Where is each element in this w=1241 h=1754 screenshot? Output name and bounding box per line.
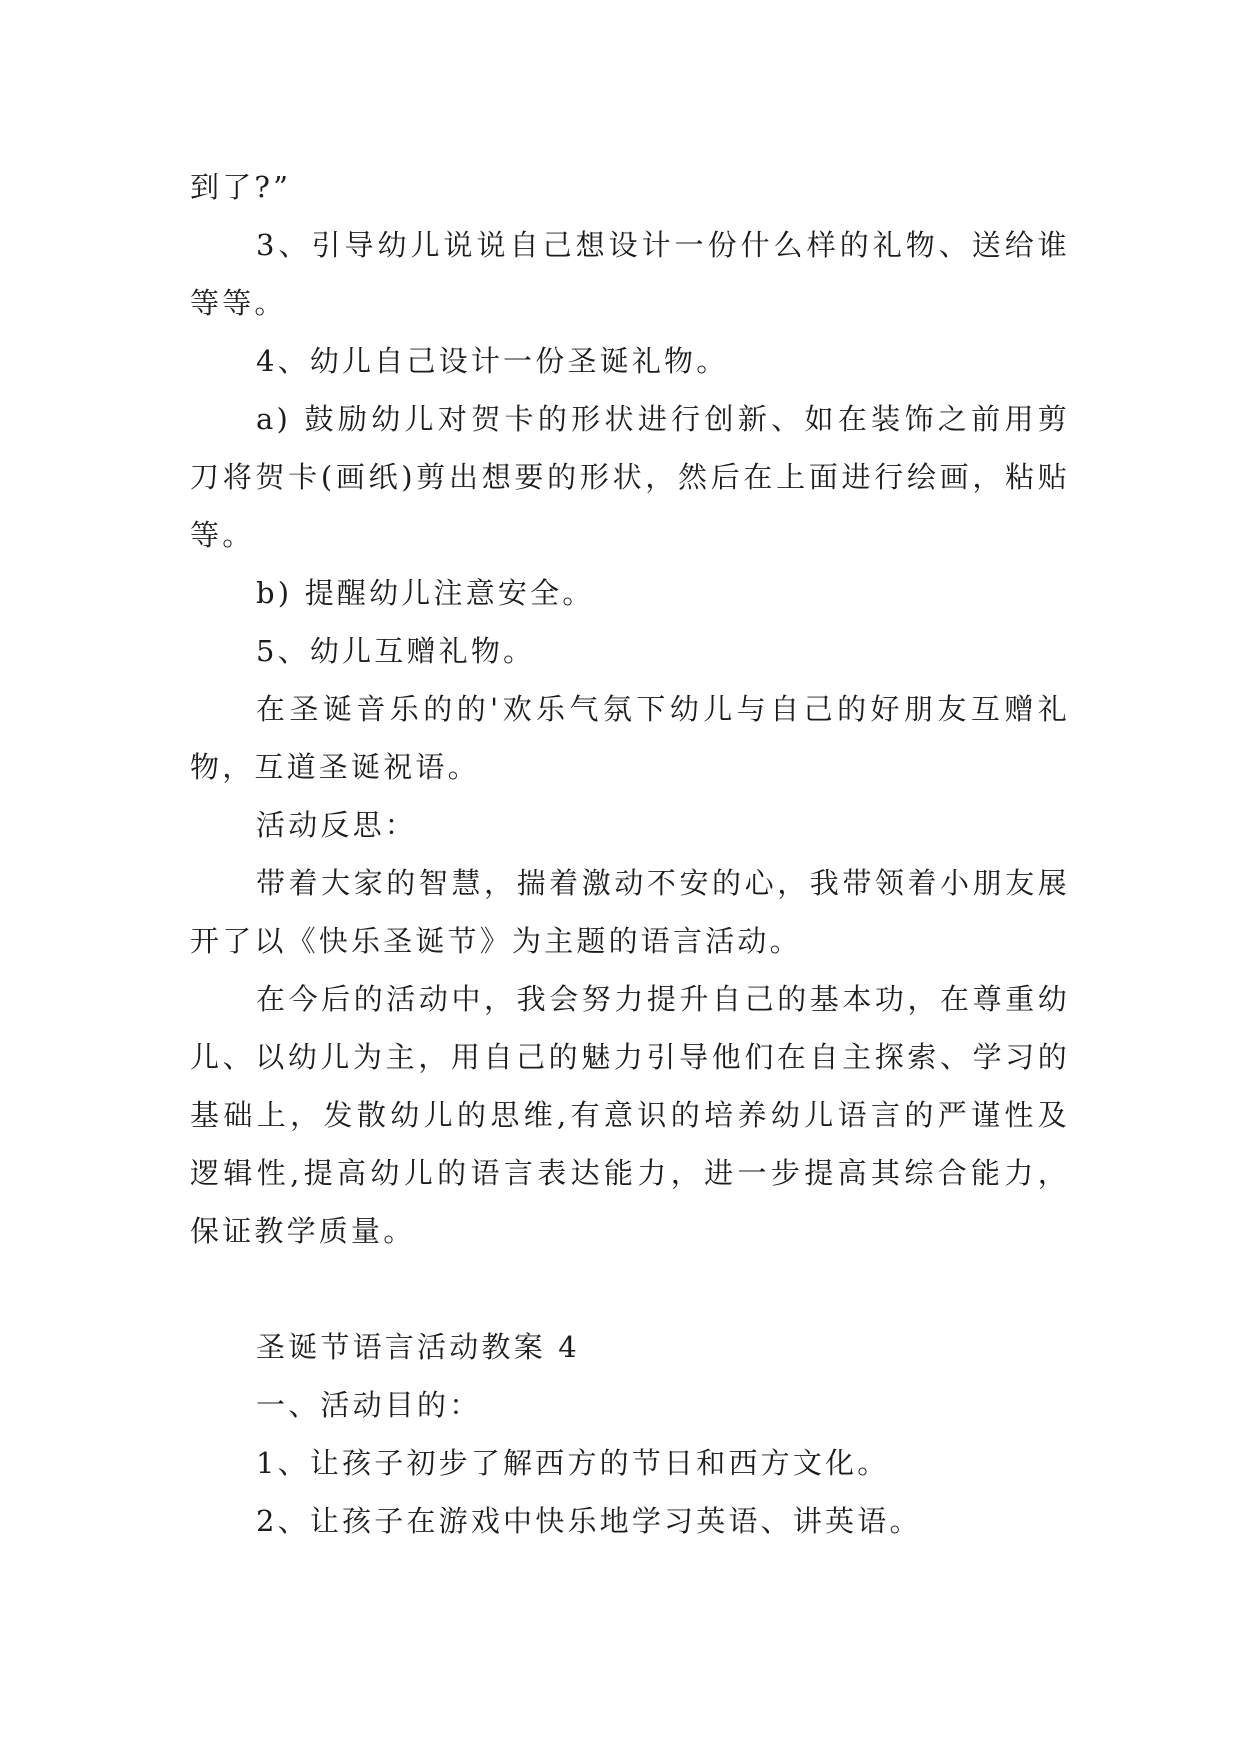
paragraph-reflection-heading: 活动反思： <box>256 808 418 842</box>
paragraph-reflection-2: 在今后的活动中，我会努力提升自己的基本功，在尊重幼儿、以幼儿为主，用自己的魅力引导他们在自主探索、学习的基础上，发散幼儿的思维,有意识的培养幼儿语言的严谨性及逻辑性,提高幼儿的语言表达能力，进一步提高其综合能力，保证教学质量。 <box>190 982 1070 1248</box>
paragraph-step-4a: a) 鼓励幼儿对贺卡的形状进行创新、如在装饰之前用剪刀将贺卡(画纸)剪出想要的形状，然后在上面进行绘画，粘贴等。 <box>190 402 1070 552</box>
section-goal-heading: 一、活动目的： <box>256 1388 482 1422</box>
paragraph-step-5: 5、幼儿互赠礼物。 <box>256 634 536 668</box>
paragraph-step-4b: b) 提醒幼儿注意安全。 <box>256 576 595 610</box>
section-goal-1: 1、让孩子初步了解西方的节日和西方文化。 <box>256 1446 890 1480</box>
paragraph-reflection-1: 带着大家的智慧，揣着激动不安的心，我带领着小朋友展开了以《快乐圣诞节》为主题的语言活动。 <box>190 866 1070 958</box>
paragraph-step-4: 4、幼儿自己设计一份圣诞礼物。 <box>256 344 729 378</box>
section-title: 圣诞节语言活动教案 4 <box>256 1330 580 1364</box>
section-goal-2: 2、让孩子在游戏中快乐地学习英语、讲英语。 <box>256 1504 922 1538</box>
document-body <box>190 158 1070 1550</box>
paragraph-gift-exchange: 在圣诞音乐的的'欢乐气氛下幼儿与自己的好朋友互赠礼物，互道圣诞祝语。 <box>190 692 1070 784</box>
section-spacer <box>190 1260 1070 1318</box>
paragraph-step-3: 3、引导幼儿说说自己想设计一份什么样的礼物、送给谁等等。 <box>190 228 1070 320</box>
paragraph-continuation: 到了?” <box>190 170 292 204</box>
